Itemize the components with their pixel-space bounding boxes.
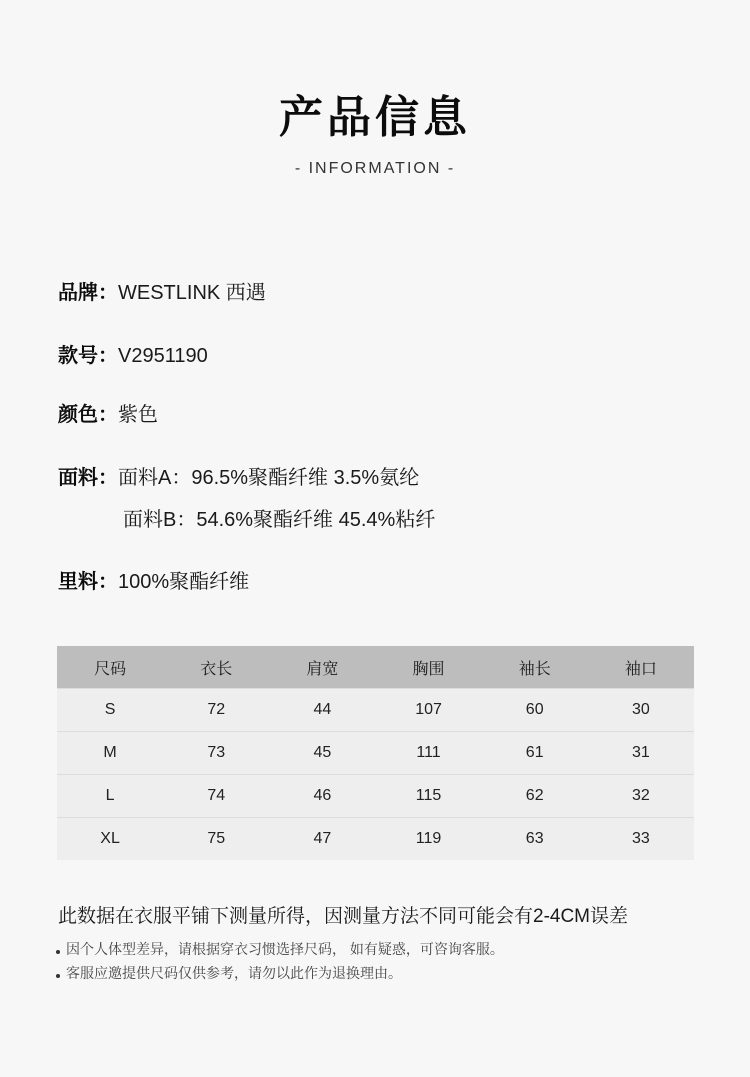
note-item: [56, 963, 402, 983]
note-item: [56, 939, 504, 959]
table-cell: 45: [269, 732, 375, 775]
table-row: [57, 732, 694, 775]
measurement-note-title: 此数据在衣服平铺下测量所得，因测量方法不同可能会有2-4CM误差: [58, 906, 629, 927]
table-cell: 75: [163, 818, 269, 861]
color-label: 颜色：: [58, 404, 118, 426]
size-table-header: 肩宽: [269, 646, 375, 689]
table-cell: 46: [269, 775, 375, 818]
table-cell: XL: [57, 818, 163, 861]
table-cell: 44: [269, 689, 375, 732]
size-table-header-row: [57, 646, 694, 689]
fabric-b-value: 面料B：54.6%聚酯纤维 45.4%粘纤: [123, 509, 436, 531]
model-label: 款号：: [58, 345, 118, 367]
table-cell: 63: [482, 818, 588, 861]
note-text: 因个人体型差异，请根据穿衣习惯选择尺码， 如有疑惑，可咨询客服。: [66, 941, 504, 957]
note-text: 客服应邀提供尺码仅供参考，请勿以此作为退换理由。: [66, 965, 402, 981]
table-cell: 60: [482, 689, 588, 732]
table-cell: 72: [163, 689, 269, 732]
bullet-icon: [56, 950, 60, 954]
table-cell: 31: [588, 732, 694, 775]
size-table-header: 袖长: [482, 646, 588, 689]
page-subtitle: - INFORMATION -: [294, 160, 456, 177]
table-cell: 73: [163, 732, 269, 775]
table-row: [57, 689, 694, 732]
table-cell: M: [57, 732, 163, 775]
table-cell: 111: [375, 732, 481, 775]
size-table: [57, 646, 694, 860]
table-cell: 61: [482, 732, 588, 775]
color-value: 紫色: [118, 404, 158, 426]
table-cell: 47: [269, 818, 375, 861]
lining-value: 100%聚酯纤维: [118, 571, 250, 593]
table-cell: 107: [375, 689, 481, 732]
table-cell: S: [57, 689, 163, 732]
model-row: [58, 342, 208, 370]
size-table-header: 袖口: [588, 646, 694, 689]
page-title: 产品信息: [279, 93, 471, 142]
size-table-header: 衣长: [163, 646, 269, 689]
table-cell: 33: [588, 818, 694, 861]
table-row: [57, 818, 694, 861]
table-cell: 30: [588, 689, 694, 732]
lining-label: 里料：: [58, 571, 118, 593]
lining-row: [58, 568, 249, 596]
table-cell: 115: [375, 775, 481, 818]
bullet-icon: [56, 974, 60, 978]
fabric-label: 面料：: [58, 467, 118, 489]
color-row: [58, 401, 158, 429]
size-table-header: 胸围: [375, 646, 481, 689]
fabric-row: [58, 464, 419, 492]
brand-value: WESTLINK 西遇: [118, 282, 266, 304]
fabric-a-value: 面料A：96.5%聚酯纤维 3.5%氨纶: [118, 467, 420, 489]
table-row: [57, 775, 694, 818]
size-table-header: 尺码: [57, 646, 163, 689]
table-cell: 119: [375, 818, 481, 861]
table-cell: L: [57, 775, 163, 818]
brand-label: 品牌：: [58, 282, 118, 304]
model-value: V2951190: [118, 345, 208, 367]
table-cell: 62: [482, 775, 588, 818]
table-cell: 74: [163, 775, 269, 818]
brand-row: [58, 279, 266, 307]
table-cell: 32: [588, 775, 694, 818]
